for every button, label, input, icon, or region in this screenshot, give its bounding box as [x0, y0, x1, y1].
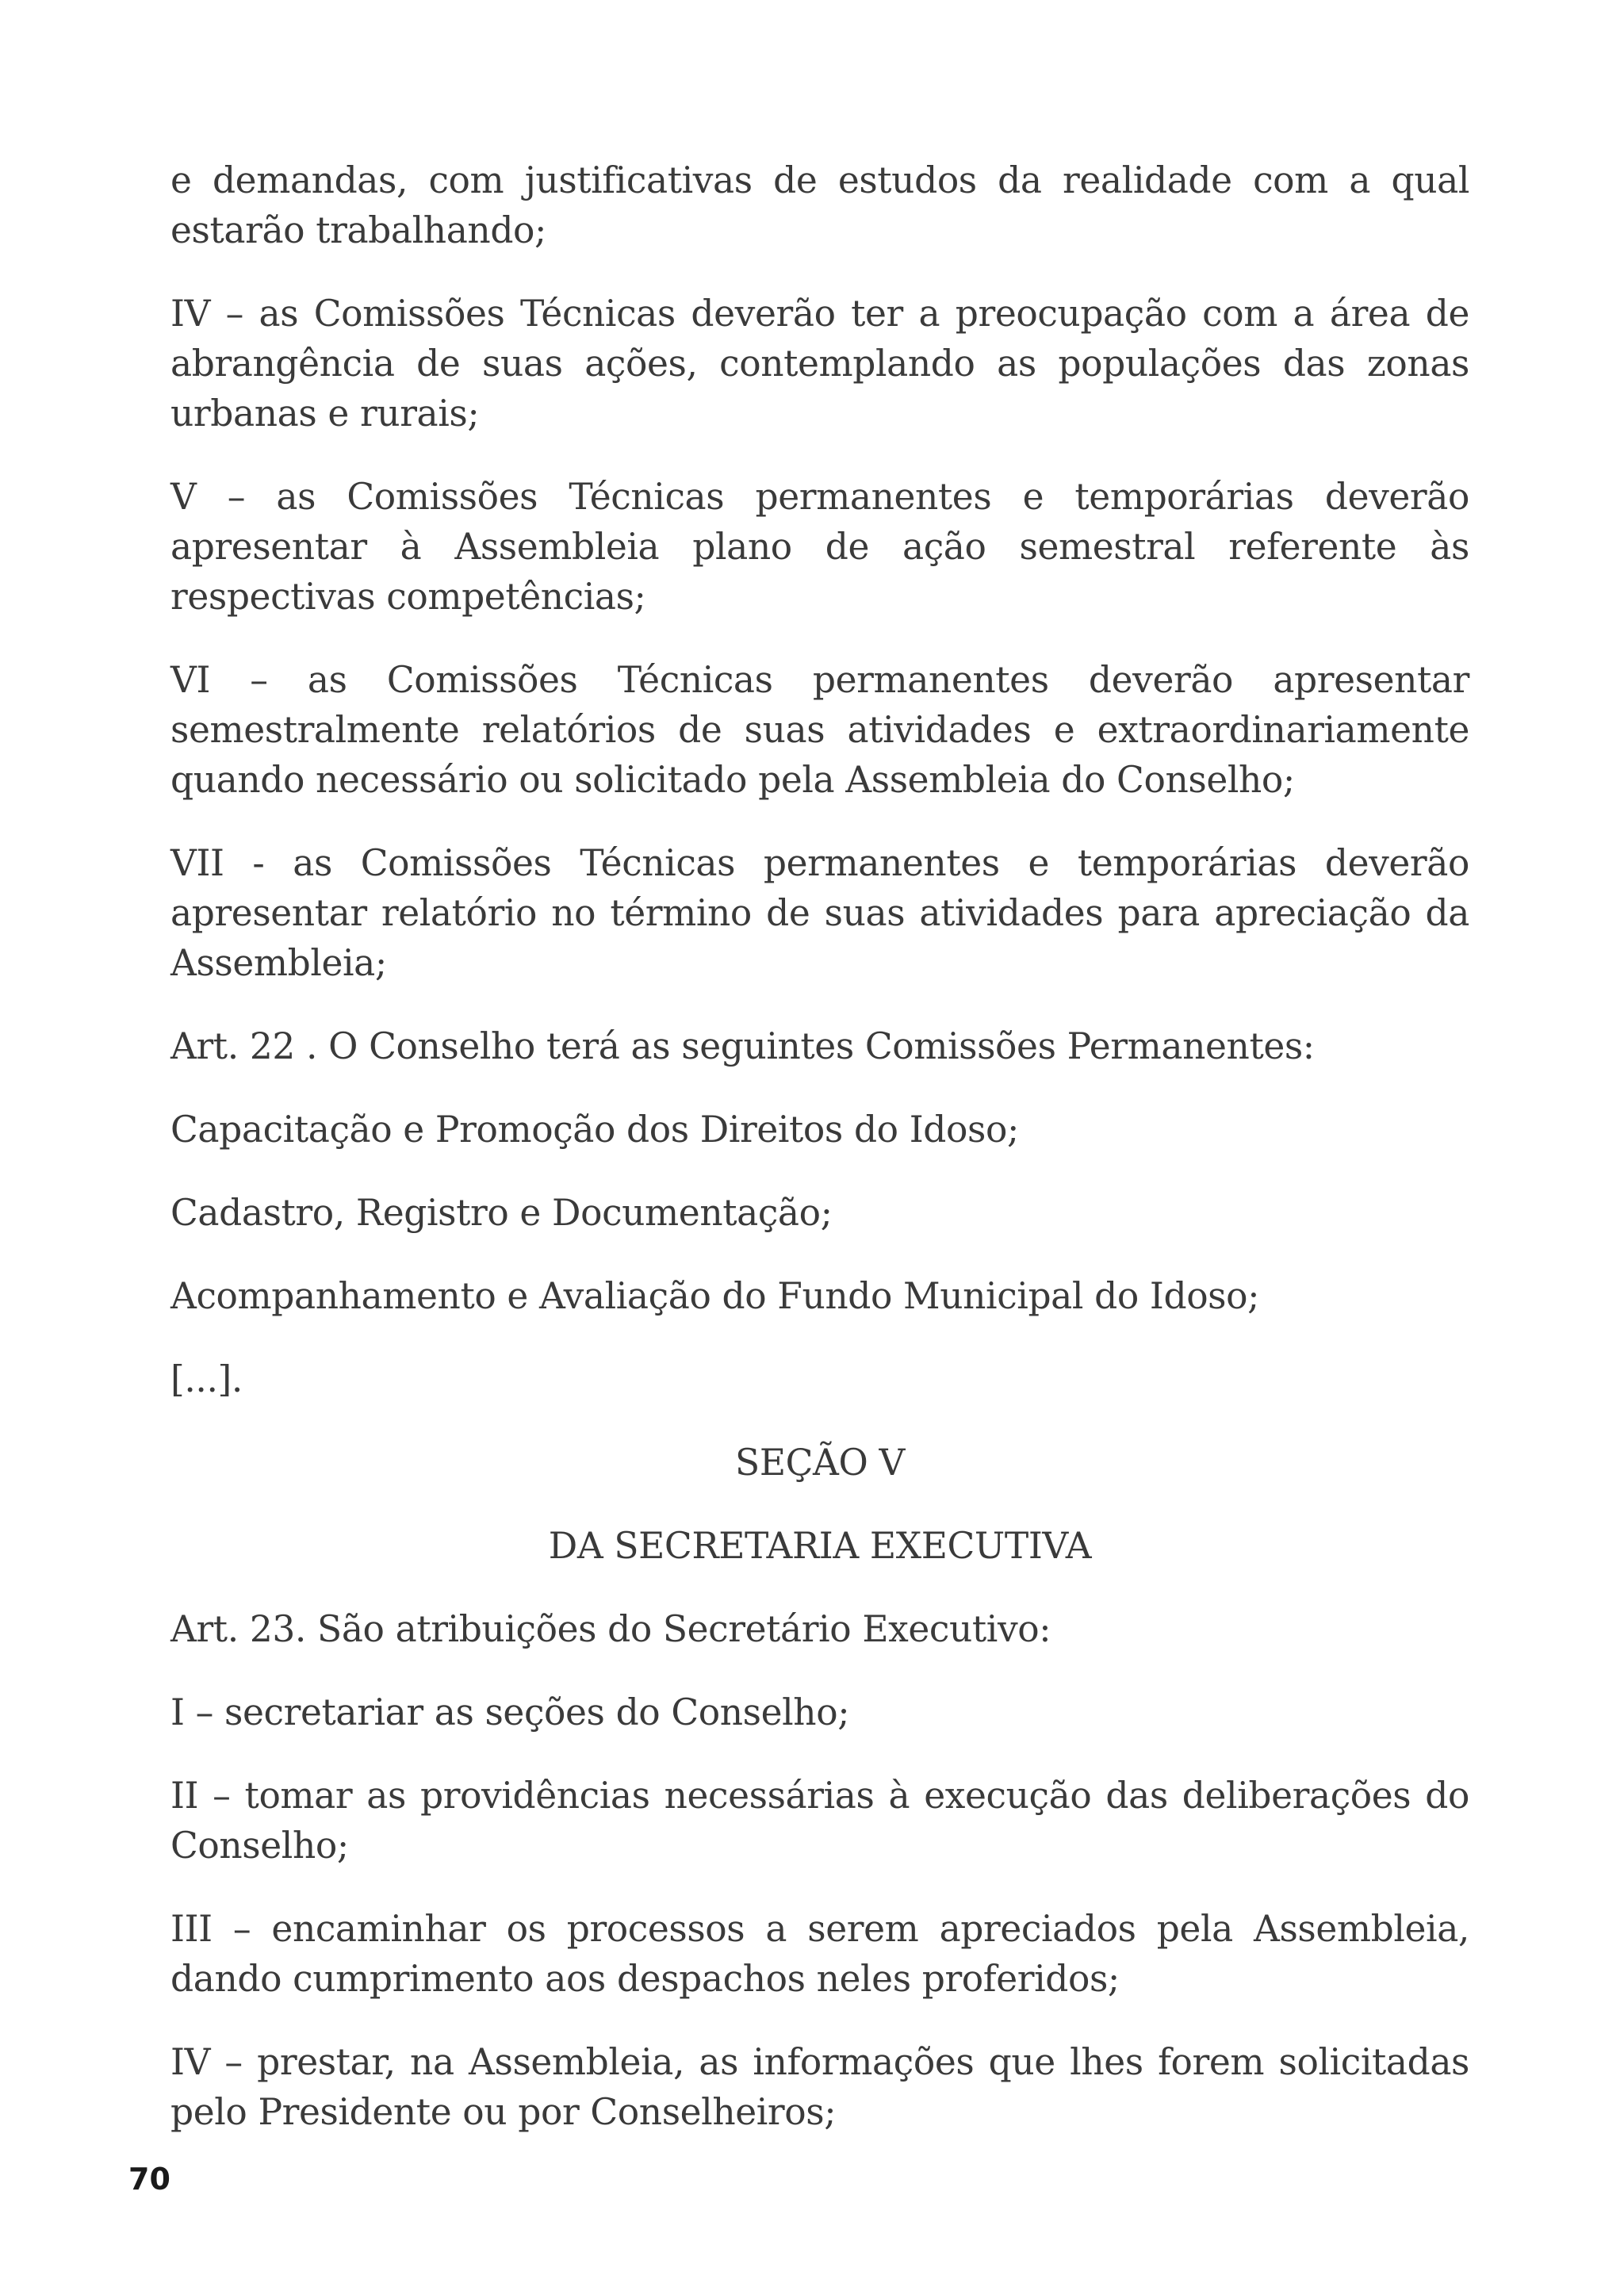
paragraph-item-iv: IV – as Comissões Técnicas deverão ter a preocupação com a área de abrangência de suas ações, contemplando as populações das zonas urbanas e rurais;	[170, 293, 1469, 435]
paragraph-commission-1: Capacitação e Promoção dos Direitos do Idoso;	[170, 1109, 1019, 1151]
paragraph-item-vii: VII - as Comissões Técnicas permanentes e temporárias deverão apresentar relatório no término de suas atividades para apreciação da Assembleia;	[170, 842, 1469, 984]
document-body	[170, 155, 1469, 2170]
paragraph-attribution-iii: III – encaminhar os processos a serem apreciados pela Assembleia, dando cumprimento aos despachos neles proferidos;	[170, 1908, 1469, 2000]
paragraph-ellipsis: [...].	[170, 1358, 243, 1400]
section-heading: SEÇÃO V	[735, 1442, 905, 1484]
paragraph-attribution-i: I – secretariar as seções do Conselho;	[170, 1691, 850, 1733]
paragraph-attribution-iv: IV – prestar, na Assembleia, as informações que lhes forem solicitadas pelo Presidente ou por Conselheiros;	[170, 2041, 1469, 2133]
page-number: 70	[128, 2162, 170, 2196]
paragraph-attribution-ii: II – tomar as providências necessárias à execução das deliberações do Conselho;	[170, 1775, 1469, 1867]
section-title: DA SECRETARIA EXECUTIVA	[548, 1525, 1092, 1567]
paragraph-article-23: Art. 23. São atribuições do Secretário Executivo:	[170, 1608, 1051, 1650]
paragraph-commission-2: Cadastro, Registro e Documentação;	[170, 1192, 833, 1234]
paragraph-article-22: Art. 22 . O Conselho terá as seguintes Comissões Permanentes:	[170, 1025, 1315, 1067]
paragraph-item-v: V – as Comissões Técnicas permanentes e temporárias deverão apresentar à Assembleia plano de ação semestral referente às respectivas competências;	[170, 476, 1469, 618]
paragraph-commission-3: Acompanhamento e Avaliação do Fundo Municipal do Idoso;	[170, 1275, 1260, 1317]
paragraph-continuation: e demandas, com justificativas de estudos da realidade com a qual estarão trabalhando;	[170, 159, 1469, 251]
paragraph-item-vi: VI – as Comissões Técnicas permanentes deverão apresentar semestralmente relatórios de suas atividades e extraordinariamente quando necessário ou solicitado pela Assembleia do Conselho;	[170, 659, 1469, 801]
